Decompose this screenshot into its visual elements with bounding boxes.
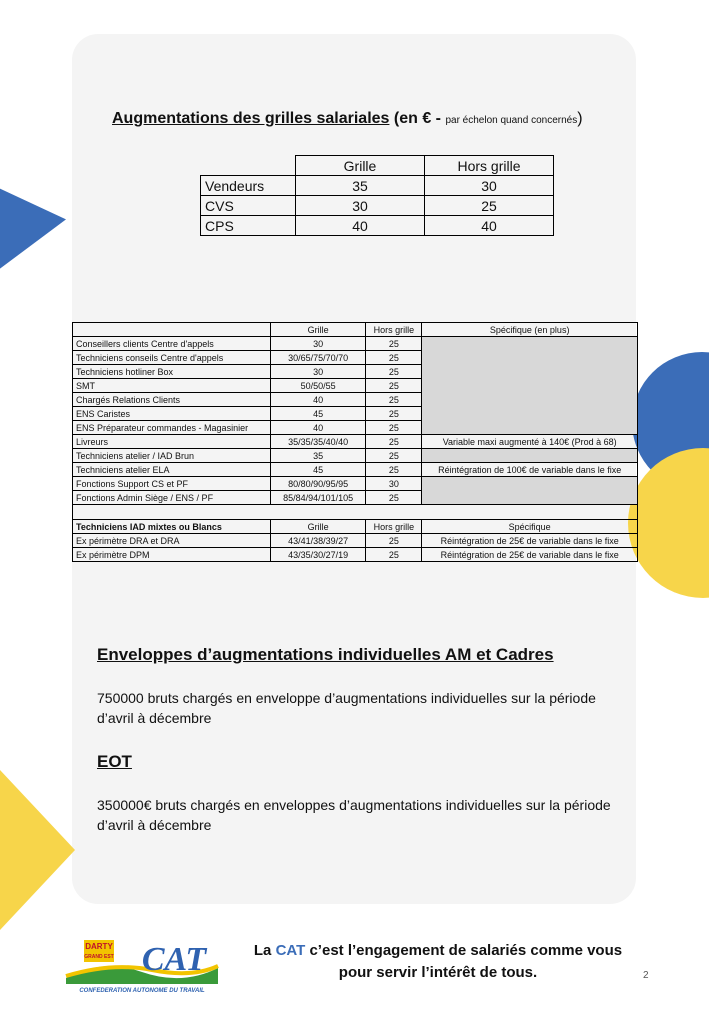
row-grille: 35 (270, 449, 366, 463)
table-row (73, 463, 638, 477)
row-specifique-empty (422, 449, 638, 463)
row-grille: 50/50/55 (270, 379, 366, 393)
title-main: Augmentations des grilles salariales (112, 110, 390, 127)
grid-table (200, 155, 554, 236)
table-row (201, 196, 554, 216)
table-row (73, 477, 638, 491)
row-hors-grille: 25 (366, 337, 422, 351)
iad-header-label: Techniciens IAD mixtes ou Blancs (73, 520, 271, 534)
table-corner-cell (73, 323, 271, 337)
header-hors-grille: Hors grille (425, 156, 554, 176)
iad-header-specifique: Spécifique (422, 520, 638, 534)
section-text-eot: 350000€ bruts chargés en enveloppes d’augmentations individuelles sur la période d’avril à décembre (97, 797, 611, 833)
yellow-circle-decoration (628, 448, 709, 598)
row-label: Ex périmètre DRA et DRA (73, 534, 271, 548)
row-hors-grille: 25 (366, 463, 422, 477)
logo-region: GRAND EST (84, 954, 114, 960)
row-label: Ex périmètre DPM (73, 548, 271, 562)
row-grille: 85/84/94/101/105 (270, 491, 366, 505)
table-row (201, 216, 554, 236)
section-heading-enveloppes: Enveloppes d’augmentations individuelles AM et Cadres (97, 645, 554, 664)
header-grille: Grille (296, 156, 425, 176)
row-grille: 30 (296, 196, 425, 216)
row-hors-grille: 25 (366, 365, 422, 379)
row-grille: 40 (270, 421, 366, 435)
cat-logo (62, 938, 222, 996)
slogan (238, 940, 638, 984)
row-grille: 40 (296, 216, 425, 236)
row-grille: 45 (270, 407, 366, 421)
slogan-line2: pour servir l’intérêt de tous. (338, 964, 538, 981)
row-hors-grille: 25 (366, 548, 422, 562)
row-hors-grille: 25 (366, 491, 422, 505)
row-label: CVS (201, 196, 296, 216)
slogan-cat: CAT (275, 942, 306, 959)
row-hors-grille: 25 (366, 449, 422, 463)
row-specifique: Réintégration de 100€ de variable dans le fixe (422, 463, 638, 477)
yellow-triangle-decoration (0, 770, 75, 930)
detail-table (72, 322, 638, 562)
row-label: Techniciens atelier / IAD Brun (73, 449, 271, 463)
row-grille: 43/41/38/39/27 (270, 534, 366, 548)
row-hors-grille: 30 (425, 176, 554, 196)
row-specifique: Variable maxi augmenté à 140€ (Prod à 68) (422, 435, 638, 449)
page-title (112, 110, 583, 128)
row-label: Vendeurs (201, 176, 296, 196)
row-hors-grille: 25 (425, 196, 554, 216)
row-specifique-empty (422, 337, 638, 435)
row-grille: 80/80/90/95/95 (270, 477, 366, 491)
row-hors-grille: 25 (366, 407, 422, 421)
title-note: par échelon quand concernés (445, 115, 578, 126)
row-hors-grille: 25 (366, 421, 422, 435)
row-label: Chargés Relations Clients (73, 393, 271, 407)
table-corner-cell (201, 156, 296, 176)
table-row (201, 176, 554, 196)
row-grille: 30 (270, 365, 366, 379)
row-grille: 40 (270, 393, 366, 407)
row-label: Techniciens hotliner Box (73, 365, 271, 379)
row-specifique: Réintégration de 25€ de variable dans le fixe (422, 548, 638, 562)
cat-logo-graphic (62, 938, 222, 996)
title-close: ) (577, 110, 583, 127)
table-header-row (73, 323, 638, 337)
row-hors-grille: 25 (366, 379, 422, 393)
row-grille: 45 (270, 463, 366, 477)
table-row (73, 548, 638, 562)
row-label: CPS (201, 216, 296, 236)
row-hors-grille: 30 (366, 477, 422, 491)
row-specifique: Réintégration de 25€ de variable dans le fixe (422, 534, 638, 548)
iad-header-grille: Grille (270, 520, 366, 534)
row-grille: 43/35/30/27/19 (270, 548, 366, 562)
header-grille: Grille (270, 323, 366, 337)
footer (0, 930, 709, 1000)
row-label: Fonctions Admin Siège / ENS / PF (73, 491, 271, 505)
row-label: Techniciens conseils Centre d'appels (73, 351, 271, 365)
spacer-cell (73, 505, 638, 520)
header-specifique: Spécifique (en plus) (422, 323, 638, 337)
row-label: Techniciens atelier ELA (73, 463, 271, 477)
table-row (73, 449, 638, 463)
blue-triangle-decoration (0, 179, 66, 268)
table-row (73, 435, 638, 449)
row-hors-grille: 40 (425, 216, 554, 236)
logo-sub: CONFEDERATION AUTONOME DU TRAVAIL (79, 988, 205, 994)
row-grille: 30 (270, 337, 366, 351)
row-specifique-empty (422, 477, 638, 505)
header-hors-grille: Hors grille (366, 323, 422, 337)
row-hors-grille: 25 (366, 534, 422, 548)
slogan-pre: La (253, 942, 276, 959)
slogan-line1 (238, 940, 638, 962)
row-grille: 35 (296, 176, 425, 196)
row-hors-grille: 25 (366, 351, 422, 365)
iad-header-hors-grille: Hors grille (366, 520, 422, 534)
title-unit: (en € - (393, 110, 446, 127)
section-heading-eot: EOT (97, 752, 132, 771)
logo-cat: CAT (141, 941, 207, 978)
row-label: ENS Caristes (73, 407, 271, 421)
row-label: Conseillers clients Centre d'appels (73, 337, 271, 351)
page-number: 2 (643, 970, 649, 981)
row-hors-grille: 25 (366, 435, 422, 449)
row-label: Fonctions Support CS et PF (73, 477, 271, 491)
table-header-row (201, 156, 554, 176)
table-spacer-row (73, 505, 638, 520)
row-grille: 35/35/35/40/40 (270, 435, 366, 449)
row-label: SMT (73, 379, 271, 393)
row-label: Livreurs (73, 435, 271, 449)
section-text-enveloppes: 750000 bruts chargés en enveloppe d’augmentations individuelles sur la période d’avril à décembre (97, 690, 596, 726)
slogan-post: c’est l’engagement de salariés comme vous (305, 942, 623, 959)
row-hors-grille: 25 (366, 393, 422, 407)
table-row (73, 534, 638, 548)
row-label: ENS Préparateur commandes - Magasinier (73, 421, 271, 435)
table-row (73, 337, 638, 351)
logo-darty: DARTY (85, 942, 113, 951)
row-grille: 30/65/75/70/70 (270, 351, 366, 365)
table-subheader-row (73, 520, 638, 534)
